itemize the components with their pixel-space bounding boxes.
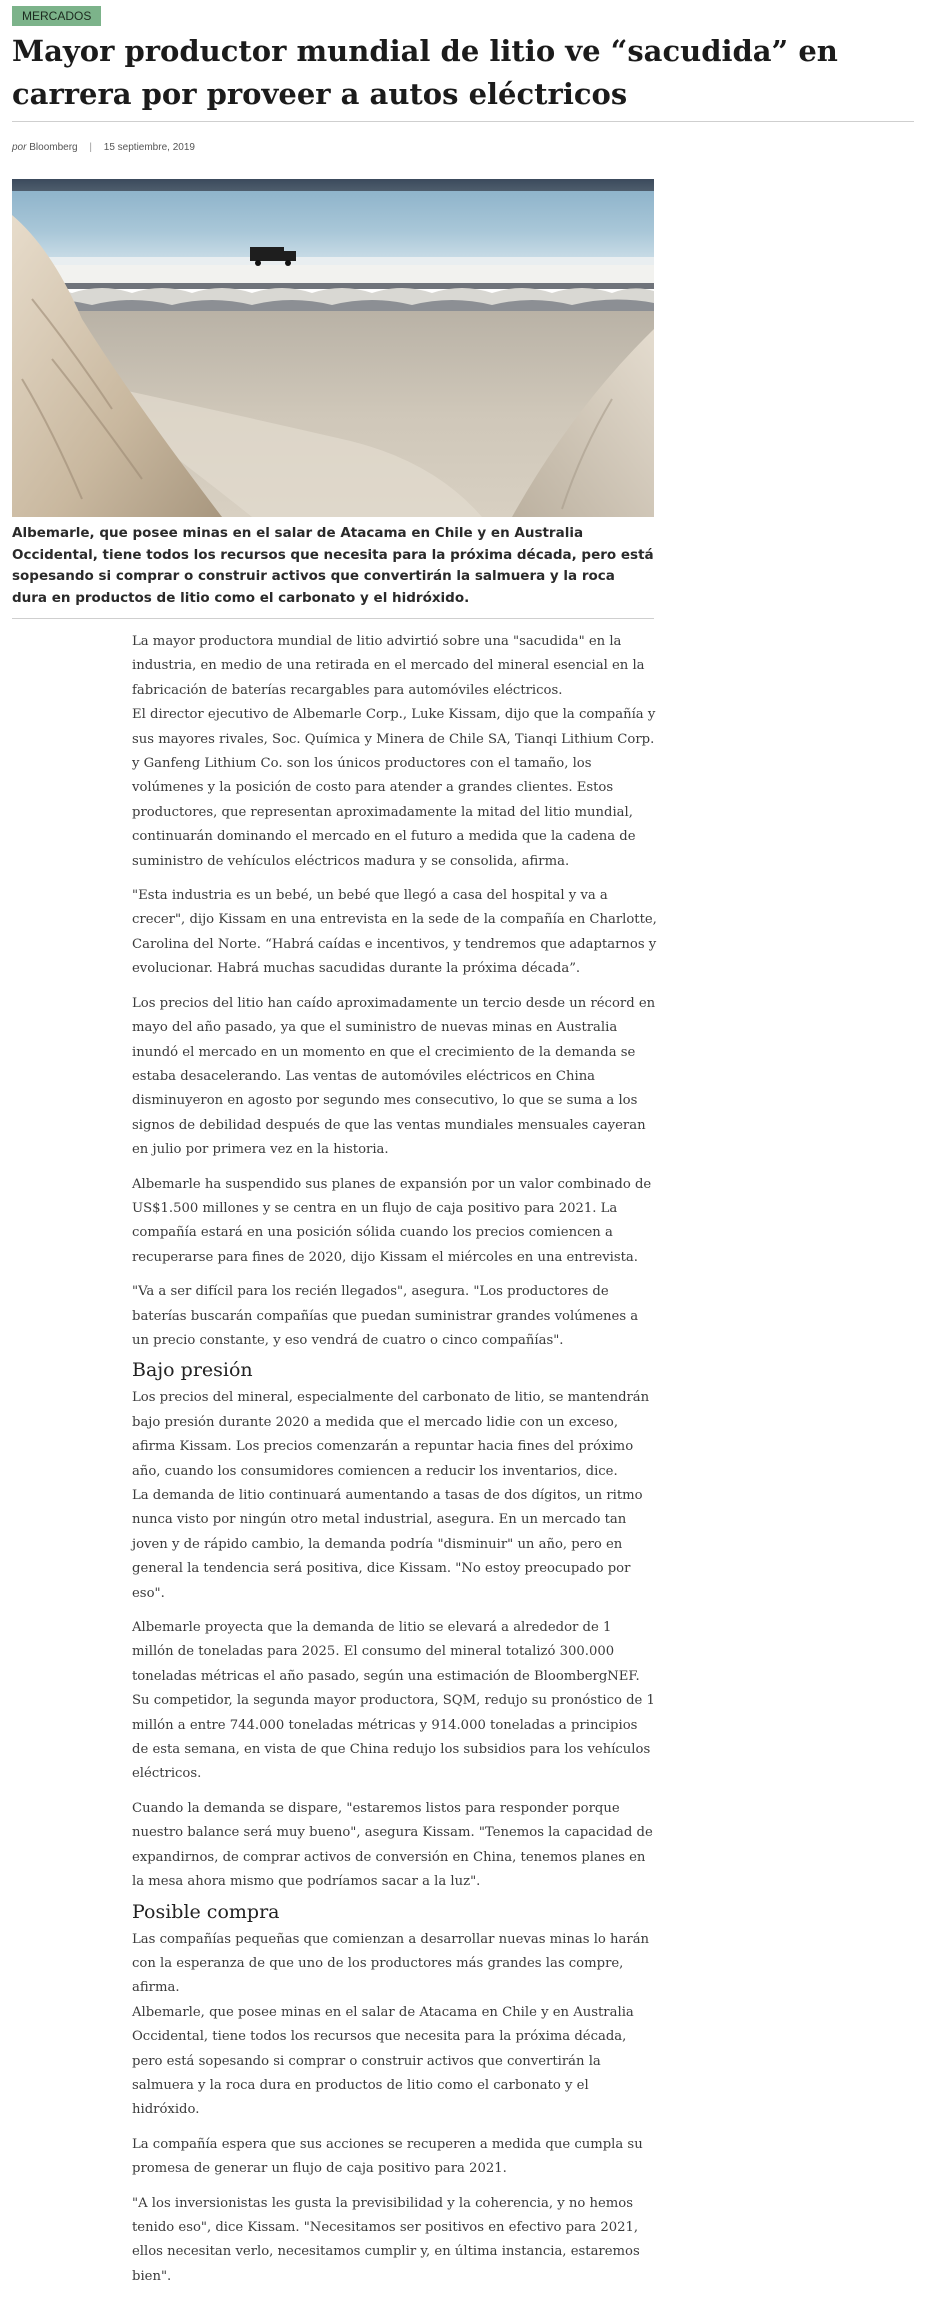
subheading: Posible compra bbox=[132, 1900, 280, 1923]
paragraph: Los precios del mineral, especialmente del carbonato de litio, se mantendrán bajo presión durante 2020 a medida que el mercado lidie con un exceso, afirma Kissam. Los precios comenzarán a repuntar hacia fines del próximo año, cuando los consumidores comiencen a reducir los inventarios, dice. bbox=[132, 1390, 650, 1479]
salar-photo bbox=[12, 179, 654, 517]
paragraph: "Va a ser difícil para los recién llegados", asegura. "Los productores de baterías buscarán compañías que puedan suministrar grandes volúmenes a un precio constante, y eso vendrá de cuatro o cinco compañías". bbox=[132, 1284, 639, 1348]
article-body bbox=[132, 630, 657, 2299]
paragraph: "A los inversionistas les gusta la previsibilidad y la coherencia, y no hemos tenido eso", dice Kissam. "Necesitamos ser positivos en efectivo para 2021, ellos necesitan verlo, necesitamos cumplir y, en última instancia, estaremos bien". bbox=[132, 2195, 640, 2284]
paragraph: Las compañías pequeñas que comienzan a desarrollar nuevas minas lo harán con la esperanza de que uno de los productores más grandes las compre, afirma. bbox=[132, 1931, 650, 1996]
byline-date: 15 septiembre, 2019 bbox=[103, 142, 195, 153]
paragraph: Los precios del litio han caído aproximadamente un tercio desde un récord en mayo del año pasado, ya que el suministro de nuevas minas en Australia inundó el mercado en un momento en que el crecimiento de la demanda se estaba desacelerando. Las ventas de automóviles eléctricos en China disminuyeron en agosto por segundo mes consecutivo, lo que se suma a los signos de debilidad después de que las ventas mundiales mensuales cayeran en julio por primera vez en la historia. bbox=[132, 995, 656, 1158]
section-tag[interactable]: MERCADOS bbox=[12, 6, 101, 26]
paragraph: Cuando la demanda se dispare, "estaremos listos para responder porque nuestro balance será muy bueno", asegura Kissam. "Tenemos la capacidad de expandirnos, de comprar activos de conversión en China, tenemos planes en la mesa ahora mismo que podríamos sacar a la luz". bbox=[132, 1800, 653, 1890]
paragraph: El director ejecutivo de Albemarle Corp., Luke Kissam, dijo que la compañía y sus mayores rivales, Soc. Química y Minera de Chile SA, Tianqi Lithium Corp. y Ganfeng Lithium Co. son los únicos productores con el tamaño, los volúmenes y la posición de costo para atender a grandes clientes. Estos productores, que representan aproximadamente la mitad del litio mundial, continuarán dominando el mercado en el futuro a medida que la cadena de suministro de vehículos eléctricos madura y se consolida, afirma. bbox=[132, 707, 656, 869]
paragraph: Albemarle ha suspendido sus planes de expansión por un valor combinado de US$1.500 millones y se centra en un flujo de caja positivo para 2021. La compañía estará en una posición sólida cuando los precios comiencen a recuperarse para fines de 2020, dijo Kissam el miércoles en una entrevista. bbox=[132, 1176, 652, 1265]
image-caption: Albemarle, que posee minas en el salar de Atacama en Chile y en Australia Occidental, tiene todos los recursos que necesita para la próxima década, pero está sopesando si comprar o construir activos que convertirán la salmuera y la roca dura en productos de litio como el carbonato y el hidróxido. bbox=[12, 525, 654, 606]
paragraph: La demanda de litio continuará aumentando a tasas de dos dígitos, un ritmo nunca visto por ningún otro metal industrial, asegura. En un mercado tan joven y de rápido cambio, la demanda podría "disminuir" un año, pero en general la tendencia será positiva, dice Kissam. "No estoy preocupado por eso". bbox=[132, 1488, 643, 1601]
paragraph: Albemarle proyecta que la demanda de litio se elevará a alrededor de 1 millón de toneladas para 2025. El consumo del mineral totalizó 300.000 toneladas métricas el año pasado, según una estimación de BloombergNEF. Su competidor, la segunda mayor productora, SQM, redujo su pronóstico de 1 millón a entre 744.000 toneladas métricas y 914.000 toneladas a principios de esta semana, en vista de que China redujo los subsidios para los vehículos eléctricos. bbox=[132, 1620, 655, 1782]
byline-prefix: por bbox=[12, 142, 27, 153]
paragraph: "Esta industria es un bebé, un bebé que llegó a casa del hospital y va a crecer", dijo Kissam en una entrevista en la sede de la compañía en Charlotte, Carolina del Norte. “Habrá caídas e incentivos, y tendremos que adaptarnos y evolucionar. Habrá muchas sacudidas durante la próxima década”. bbox=[132, 888, 657, 977]
headline: Mayor productor mundial de litio ve “sacudida” en carrera por proveer a autos eléctricos bbox=[12, 34, 838, 111]
byline bbox=[12, 142, 195, 153]
byline-separator: | bbox=[89, 142, 92, 153]
caption-divider bbox=[12, 618, 654, 619]
subheading: Bajo presión bbox=[132, 1359, 253, 1382]
hero-image bbox=[12, 179, 654, 517]
paragraph: Albemarle, que posee minas en el salar de Atacama en Chile y en Australia Occidental, tiene todos los recursos que necesita para la próxima década, pero está sopesando si comprar o construir activos que convertirán la salmuera y la roca dura en productos de litio como el carbonato y el hidróxido. bbox=[132, 2004, 634, 2118]
paragraph: La compañía espera que sus acciones se recuperen a medida que cumpla su promesa de generar un flujo de caja positivo para 2021. bbox=[132, 2136, 643, 2177]
paragraph: La mayor productora mundial de litio advirtió sobre una "sacudida" en la industria, en medio de una retirada en el mercado del mineral esencial en la fabricación de baterías recargables para automóviles eléctricos. bbox=[132, 634, 645, 698]
byline-author[interactable]: Bloomberg bbox=[29, 142, 78, 153]
headline-divider bbox=[12, 121, 914, 122]
